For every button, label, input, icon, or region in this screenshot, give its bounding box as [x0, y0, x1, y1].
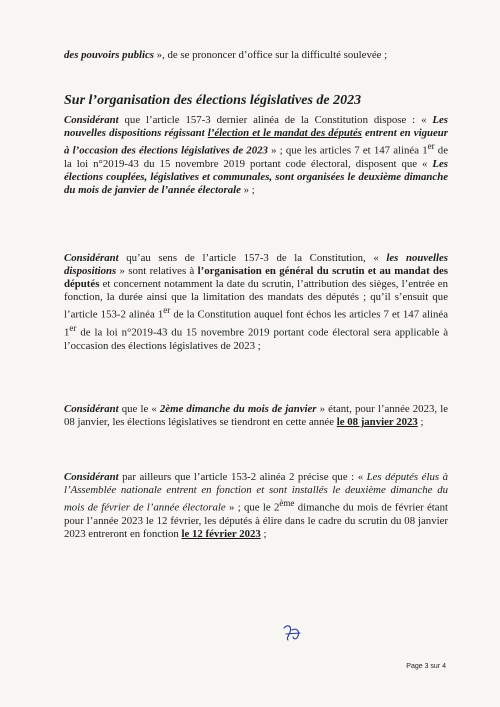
text-bold-italic: 2ème dimanche du mois de janvier [159, 403, 317, 415]
text: dimanche du mois de février étant pour l’année 2023 le 12 février, les députés à élire dans le cadre du scrutin du 08 janvier 2023 entreront en fonction [64, 501, 448, 540]
text-bold-italic: Les nouvelles dispositions régissant [64, 114, 448, 140]
paragraph-4 [64, 471, 448, 541]
text-italic: Les députés élus à l’Assemblée nationale entrent en fonction et sont installés le deuxième dimanche du mois de février de l’année électorale [64, 471, 448, 514]
text-bold-italic: les nouvelles dispositions [64, 252, 448, 278]
paragraph-2 [64, 252, 448, 353]
section-heading: Sur l’organisation des élections législatives de 2023 [64, 93, 362, 108]
page-number: Page 3 sur 4 [406, 663, 446, 670]
text: » étant, pour l’année 2023, le 08 janvier, les élections législatives se tiendront en cette année [64, 403, 448, 429]
superscript: er [163, 305, 171, 316]
text: » ; que les articles 7 et 147 alinéa 1 [267, 144, 428, 157]
paragraph-lead: Considérant [64, 403, 119, 415]
text-bold-underlined: le 08 janvier 2023 [336, 416, 418, 429]
text-bold-italic: des pouvoirs publics [64, 49, 154, 61]
text: ; [417, 416, 424, 429]
text: » sont relatives à [116, 265, 198, 278]
text: » ; [240, 184, 255, 197]
text: par ailleurs que l’article 153-2 alinéa 2 précise que : « [118, 471, 367, 483]
text: de la Constitution auquel font échos les articles 7 et 147 alinéa 1 [64, 308, 448, 339]
text-bold-italic-underlined: l’élection et le mandat des députés [207, 127, 362, 140]
text-bold-italic: Les élections couplées, législatives et communales, sont organisées le deuxième dimanche du mois de janvier de l’année électorale [64, 157, 448, 197]
paragraph-lead: Considérant [64, 114, 119, 126]
text: et concernent notamment la date du scrutin, l’attribution des sièges, l’entrée en fonction, la durée ainsi que la limitation des mandats des députés ; qu’il s’ensuit que l’article 153-2 alinéa 1 [64, 278, 448, 321]
text: qu’au sens de l’article 157-3 de la Constitution, « [118, 252, 387, 264]
text: que l’article 157-3 dernier alinéa de la Constitution dispose : « [118, 114, 433, 126]
paragraph-lead: Considérant [64, 471, 119, 483]
superscript: ème [279, 498, 295, 509]
initials-signature-icon [280, 622, 308, 644]
text: que le « [118, 403, 160, 415]
paragraph-1 [64, 114, 448, 197]
paragraph-lead: Considérant [64, 252, 119, 264]
text: ; [260, 527, 267, 540]
continuation-paragraph [64, 49, 448, 62]
text-bold: l’organisation en général du scrutin et au mandat des députés [64, 265, 448, 291]
text-bold-underlined: le 12 février 2023 [181, 527, 261, 540]
superscript: er [427, 141, 435, 152]
superscript: er [69, 323, 77, 334]
text: de la loi n°2019-43 du 15 novembre 2019 portant code électoral sera applicable à l’occasion des élections législatives de 2023 ; [64, 326, 448, 352]
text-bold-italic: entrent en vigueur à l’occasion des élections législatives de 2023 [64, 127, 448, 157]
paragraph-3 [64, 403, 448, 429]
text: de la loi n°2019-43 du 15 novembre 2019 portant code électoral, disposent que « [64, 144, 448, 170]
text: » ; que le 2 [225, 501, 280, 514]
text: », de se prononcer d’office sur la difficulté soulevée ; [153, 49, 388, 61]
